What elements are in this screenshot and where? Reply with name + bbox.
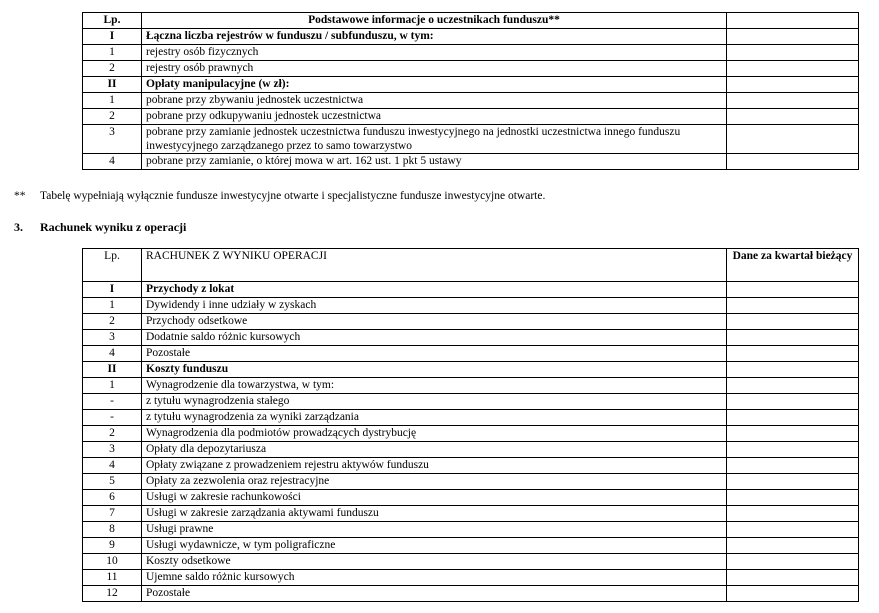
row-lp: 1 — [83, 378, 142, 394]
row-label: Łączna liczba rejestrów w funduszu / subfunduszu, w tym: — [142, 29, 727, 45]
row-lp: 4 — [83, 154, 142, 170]
table-row — [83, 410, 859, 426]
table-row — [83, 282, 859, 298]
row-lp: 4 — [83, 346, 142, 362]
row-lp: 2 — [83, 314, 142, 330]
table-row — [83, 442, 859, 458]
row-lp: 10 — [83, 554, 142, 570]
row-value-cell — [727, 330, 859, 346]
row-label: pobrane przy odkupywaniu jednostek uczestnictwa — [142, 109, 727, 125]
row-lp: II — [83, 77, 142, 93]
row-lp: 11 — [83, 570, 142, 586]
row-lp: 8 — [83, 522, 142, 538]
row-value-cell — [727, 109, 859, 125]
row-value-cell — [727, 410, 859, 426]
row-value-cell — [727, 458, 859, 474]
row-value-cell — [727, 570, 859, 586]
row-lp: I — [83, 282, 142, 298]
table-row — [83, 458, 859, 474]
row-lp: 1 — [83, 45, 142, 61]
section-title: Rachunek wyniku z operacji — [40, 220, 187, 234]
table-row — [83, 522, 859, 538]
row-lp: I — [83, 29, 142, 45]
section-number: 3. — [14, 220, 23, 234]
table-row — [83, 61, 859, 77]
row-value-cell — [727, 77, 859, 93]
row-lp: 2 — [83, 426, 142, 442]
table-row — [83, 362, 859, 378]
table-header-row — [83, 249, 859, 282]
column-header-lp: Lp. — [83, 249, 142, 282]
table-row — [83, 45, 859, 61]
row-value-cell — [727, 298, 859, 314]
table-row — [83, 77, 859, 93]
row-lp: 3 — [83, 125, 142, 154]
row-label: Opłaty dla depozytariusza — [142, 442, 727, 458]
row-label: pobrane przy zamianie jednostek uczestnictwa funduszu inwestycyjnego na jednostki uczestnictwa innego funduszu inwestycyjnego zarządzanego przez to samo towarzystwo — [142, 125, 727, 154]
table-row — [83, 490, 859, 506]
row-value-cell — [727, 426, 859, 442]
table-row — [83, 29, 859, 45]
row-label: Opłaty manipulacyjne (w zł): — [142, 77, 727, 93]
row-value-cell — [727, 93, 859, 109]
row-value-cell — [727, 538, 859, 554]
row-value-cell — [727, 61, 859, 77]
row-lp: II — [83, 362, 142, 378]
table-row — [83, 330, 859, 346]
table-header-row — [83, 13, 859, 29]
row-lp: 7 — [83, 506, 142, 522]
row-value-cell — [727, 378, 859, 394]
row-lp: 1 — [83, 93, 142, 109]
row-label: Opłaty za zezwolenia oraz rejestracyjne — [142, 474, 727, 490]
row-value-cell — [727, 125, 859, 154]
footnote — [14, 190, 545, 202]
row-value-cell — [727, 394, 859, 410]
table-row — [83, 93, 859, 109]
row-label: Pozostałe — [142, 346, 727, 362]
row-lp: 5 — [83, 474, 142, 490]
row-lp: 9 — [83, 538, 142, 554]
row-label: Wynagrodzenia dla podmiotów prowadzących dystrybucję — [142, 426, 727, 442]
table-row — [83, 314, 859, 330]
table-row — [83, 538, 859, 554]
row-value-cell — [727, 362, 859, 378]
table-row — [83, 125, 859, 154]
row-lp: 2 — [83, 61, 142, 77]
table-row — [83, 506, 859, 522]
row-value-cell — [727, 442, 859, 458]
row-lp: 2 — [83, 109, 142, 125]
row-label: Pozostałe — [142, 586, 727, 602]
row-lp: 6 — [83, 490, 142, 506]
row-value-cell — [727, 586, 859, 602]
row-value-cell — [727, 346, 859, 362]
row-lp: 12 — [83, 586, 142, 602]
row-label: Koszty odsetkowe — [142, 554, 727, 570]
column-header-title: Podstawowe informacje o uczestnikach funduszu** — [142, 13, 727, 29]
row-label: rejestry osób fizycznych — [142, 45, 727, 61]
row-value-cell — [727, 45, 859, 61]
row-label: pobrane przy zamianie, o której mowa w art. 162 ust. 1 pkt 5 ustawy — [142, 154, 727, 170]
operations-result-table-body — [83, 249, 859, 602]
table-row — [83, 554, 859, 570]
row-label: Koszty funduszu — [142, 362, 727, 378]
row-label: Dodatnie saldo różnic kursowych — [142, 330, 727, 346]
row-value-cell — [727, 522, 859, 538]
table-row — [83, 570, 859, 586]
row-lp: - — [83, 410, 142, 426]
table-row — [83, 109, 859, 125]
section-heading — [14, 220, 186, 235]
row-label: rejestry osób prawnych — [142, 61, 727, 77]
footnote-text: Tabelę wypełniają wyłącznie fundusze inwestycyjne otwarte i specjalistyczne fundusze inwestycyjne otwarte. — [40, 190, 546, 202]
row-lp: - — [83, 394, 142, 410]
row-lp: 3 — [83, 330, 142, 346]
row-label: Usługi w zakresie rachunkowości — [142, 490, 727, 506]
row-label: Opłaty związane z prowadzeniem rejestru aktywów funduszu — [142, 458, 727, 474]
participants-info-table — [82, 12, 859, 170]
row-value-cell — [727, 29, 859, 45]
row-label: z tytułu wynagrodzenia za wyniki zarządzania — [142, 410, 727, 426]
participants-info-table-body — [83, 13, 859, 170]
table-row — [83, 586, 859, 602]
row-lp: 4 — [83, 458, 142, 474]
row-value-cell — [727, 154, 859, 170]
row-value-cell — [727, 506, 859, 522]
row-value-cell — [727, 282, 859, 298]
footnote-mark: ** — [14, 190, 26, 202]
row-value-cell — [727, 554, 859, 570]
table-row — [83, 346, 859, 362]
row-lp: 3 — [83, 442, 142, 458]
row-label: z tytułu wynagrodzenia stałego — [142, 394, 727, 410]
row-label: Przychody odsetkowe — [142, 314, 727, 330]
row-label: Wynagrodzenie dla towarzystwa, w tym: — [142, 378, 727, 394]
row-label: Usługi w zakresie zarządzania aktywami funduszu — [142, 506, 727, 522]
row-label: Usługi prawne — [142, 522, 727, 538]
operations-result-table — [82, 248, 859, 602]
row-label: Usługi wydawnicze, w tym poligraficzne — [142, 538, 727, 554]
column-header-value: Dane za kwartał bieżący — [727, 249, 859, 282]
row-value-cell — [727, 474, 859, 490]
table-row — [83, 394, 859, 410]
row-label: Przychody z lokat — [142, 282, 727, 298]
table-row — [83, 474, 859, 490]
row-lp: 1 — [83, 298, 142, 314]
table-row — [83, 154, 859, 170]
row-label: pobrane przy zbywaniu jednostek uczestnictwa — [142, 93, 727, 109]
table-row — [83, 426, 859, 442]
column-header-title: RACHUNEK Z WYNIKU OPERACJI — [142, 249, 727, 282]
table-row — [83, 298, 859, 314]
column-header-lp: Lp. — [83, 13, 142, 29]
column-header-value — [727, 13, 859, 29]
row-value-cell — [727, 314, 859, 330]
row-label: Ujemne saldo różnic kursowych — [142, 570, 727, 586]
table-row — [83, 378, 859, 394]
row-label: Dywidendy i inne udziały w zyskach — [142, 298, 727, 314]
row-value-cell — [727, 490, 859, 506]
